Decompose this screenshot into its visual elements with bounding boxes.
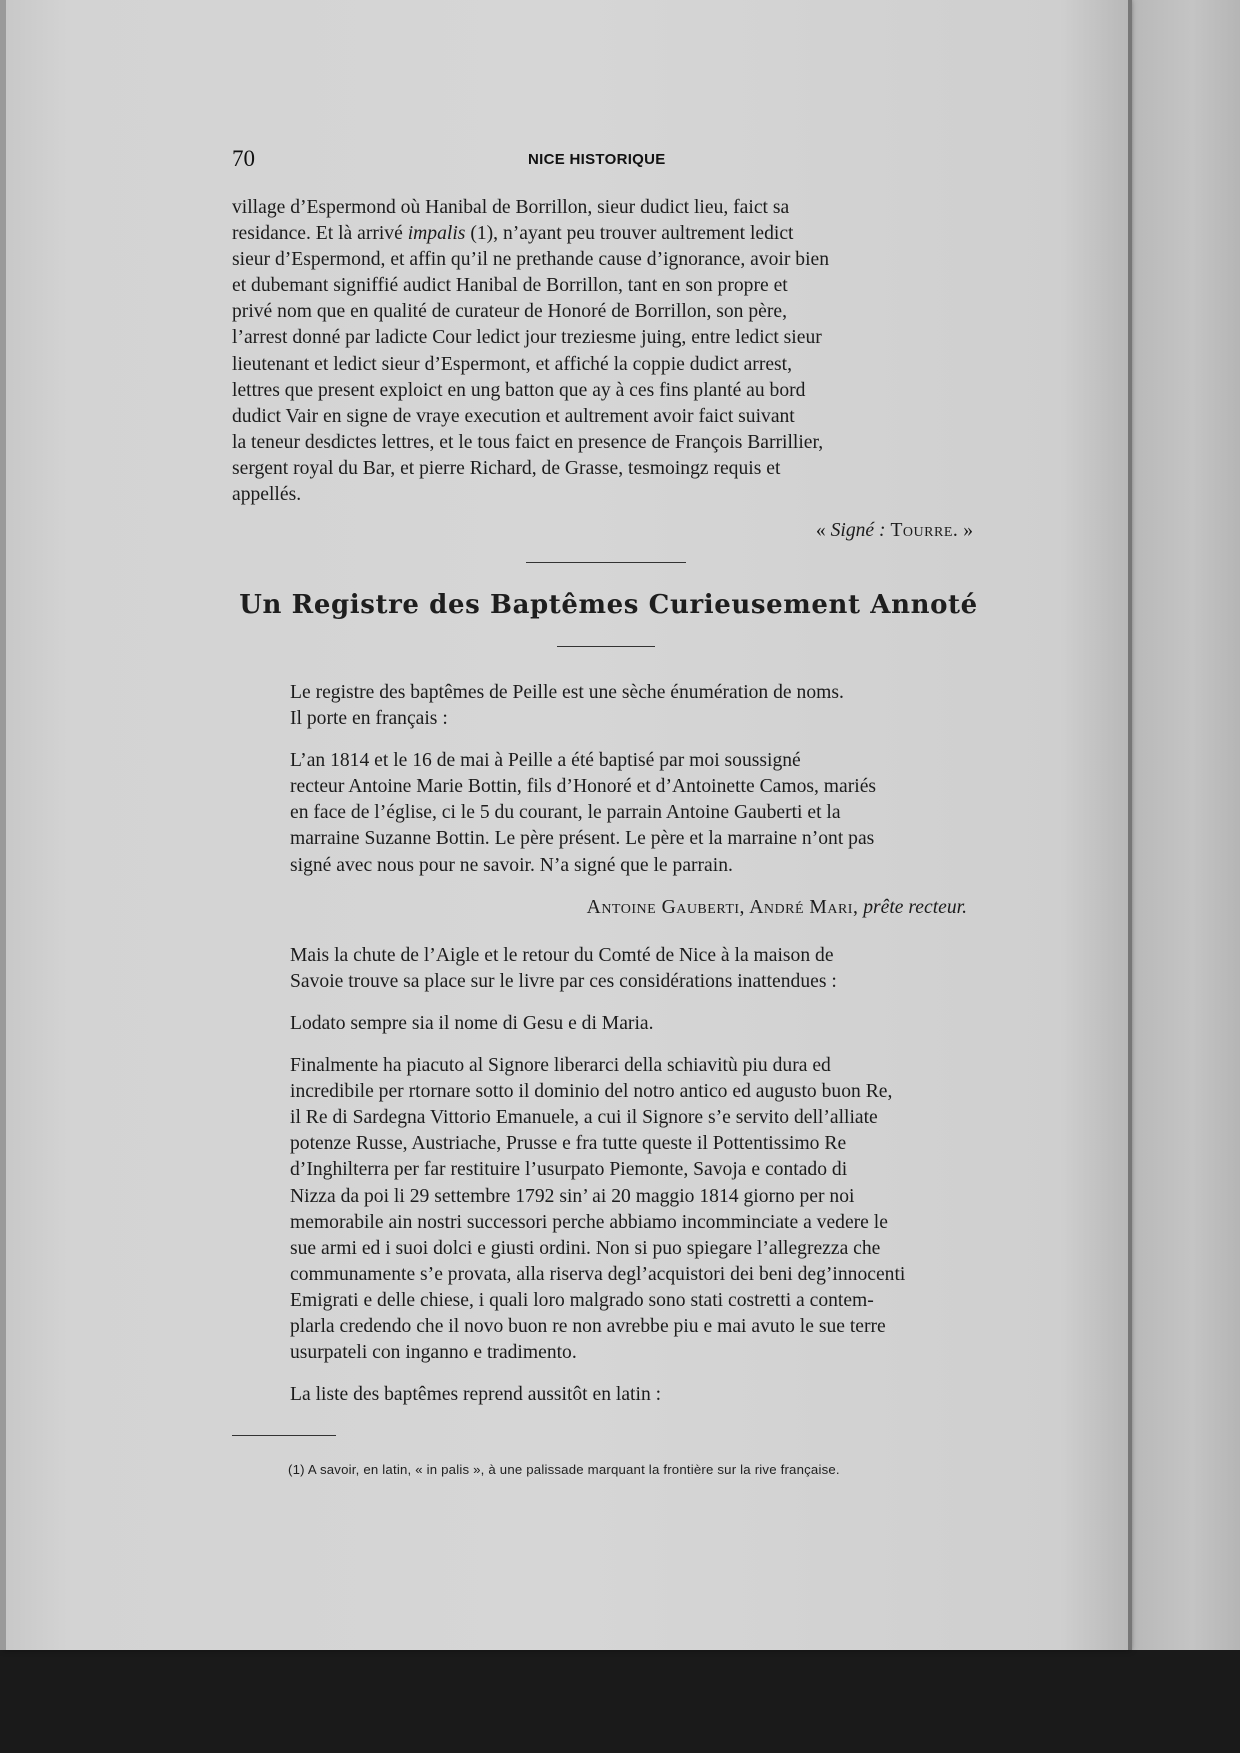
section-rule [526, 562, 686, 563]
text-line: Mais la chute de l’Aigle et le retour du Comté de Nice à la maison de [290, 944, 834, 966]
text-line: dudict Vair en signe de vraye execution et aultrement avoir faict suivant [232, 405, 795, 427]
note-ref: (1) [470, 223, 494, 245]
page-edge [1128, 0, 1132, 1650]
page-number: 70 [232, 146, 255, 171]
signature-line [232, 518, 985, 544]
article-title: Un Registre des Baptêmes Curieusement Annoté [239, 590, 978, 620]
text-line: sue armi ed i suoi dolci e giusti ordini. Non si puo spiegare l’allegrezza che [290, 1237, 881, 1259]
text-line: sieur d’Espermond, et affin qu’il ne prethande cause d’ignorance, avoir bien [232, 249, 830, 271]
text-line: et dubemant signiffié audict Hanibal de Borrillon, tant en son propre et [232, 275, 788, 297]
text-line: lettres que present exploict en ung batton que ay à ces fins planté au bord [232, 379, 806, 401]
transition-paragraph [232, 943, 985, 995]
text-line: Finalmente ha piacuto al Signore liberarci della schiavitù piu dura ed [290, 1055, 831, 1077]
footnote-rule [232, 1435, 336, 1436]
text-line: en face de l’église, ci le 5 du courant, le parrain Antoine Gauberti et la [290, 802, 841, 824]
text-line: Il porte en français : [290, 708, 448, 730]
text-line: la teneur desdictes lettres, et le tous faict en presence de François Barrillier, [232, 431, 824, 453]
text-line: il Re di Sardegna Vittorio Emanuele, a cui il Signore s’e servito dell’alliate [290, 1107, 878, 1129]
text-line: Nizza da poi li 29 settembre 1792 sin’ ai 20 maggio 1814 giorno per noi [290, 1185, 855, 1207]
carryover-paragraph [232, 195, 985, 508]
journal-title: NICE HISTORIQUE [528, 151, 666, 168]
record-paragraph [232, 748, 985, 878]
text-line: signé avec nous pour ne savoir. N’a signé que le parrain. [290, 854, 733, 876]
text-line: village d’Espermond où Hanibal de Borrillon, sieur dudict lieu, faict sa [232, 197, 790, 218]
text-line: communamente s’e provata, alla riserva degl’acquistori dei beni deg’innocenti [290, 1263, 906, 1285]
text-line: Le registre des baptêmes de Peille est une sèche énumération de noms. [290, 682, 844, 703]
article-body [232, 680, 985, 1408]
record-signature-role: prête recteur. [863, 896, 967, 918]
text-line: privé nom que en qualité de curateur de Honoré de Borrillon, son père, [232, 301, 787, 323]
text-line: d’Inghilterra per far restituire l’usurpato Piemonte, Savoja e contado di [290, 1159, 848, 1181]
emphasis-word: impalis [407, 223, 466, 245]
text-line: plarla credendo che il novo buon re non avrebbe piu e mai avuto le sue terre [290, 1315, 886, 1337]
text-line: potenze Russe, Austriache, Prusse e fra tutte queste il Pottentissimo Re [290, 1133, 847, 1155]
invocation: Lodato sempre sia il nome di Gesu e di Maria. [290, 1012, 654, 1034]
text-line: L’an 1814 et le 16 de mai à Peille a été baptisé par moi soussigné [290, 750, 801, 772]
text-line: residance. Et là arrivé impalis (1), n’ayant peu trouver aultrement ledict [232, 223, 794, 245]
record-signature [232, 895, 985, 921]
page-gutter [0, 0, 6, 1650]
closing-paragraph: La liste des baptêmes reprend aussitôt en latin : [290, 1384, 662, 1406]
text-line: lieutenant et ledict sieur d’Espermont, et affiché la coppie dudict arrest, [232, 353, 793, 375]
text-line: memorabile ain nostri successori perche abbiamo incomminciate a vedere le [290, 1211, 888, 1233]
signature-name: Tourre. [890, 520, 959, 542]
intro-paragraph [232, 680, 985, 732]
text-line: recteur Antoine Marie Bottin, fils d’Honoré et d’Antoinette Camos, mariés [290, 776, 877, 798]
signature-label: Signé : [830, 520, 886, 542]
quote-close: » [963, 520, 973, 542]
title-rule [557, 646, 655, 647]
footnote: (1) A savoir, en latin, « in palis », à une palissade marquant la frontière sur la rive française. [288, 1462, 840, 1477]
running-head [0, 146, 1128, 176]
quote-open: « [815, 520, 826, 542]
adjacent-page [1120, 0, 1240, 1650]
record-signature-names: Antoine Gauberti, André Mari, [586, 896, 859, 918]
carryover-text [232, 195, 985, 544]
text-line: appellés. [232, 484, 302, 506]
text-line: Savoie trouve sa place sur le livre par ces considérations inattendues : [290, 970, 837, 992]
italian-note [232, 1053, 985, 1366]
text-line: marraine Suzanne Bottin. Le père présent. Le père et la marraine n’ont pas [290, 828, 875, 850]
text-line: l’arrest donné par ladicte Cour ledict jour treziesme juing, entre ledict sieur [232, 327, 822, 349]
text-line: usurpateli con inganno e tradimento. [290, 1342, 577, 1364]
text-line: Emigrati e delle chiese, i quali loro malgrado sono stati costretti a contem- [290, 1289, 874, 1311]
text-line: sergent royal du Bar, et pierre Richard, de Grasse, tesmoingz requis et [232, 457, 781, 479]
text-line: incredibile per rtornare sotto il dominio del notro antico ed augusto buon Re, [290, 1081, 893, 1103]
